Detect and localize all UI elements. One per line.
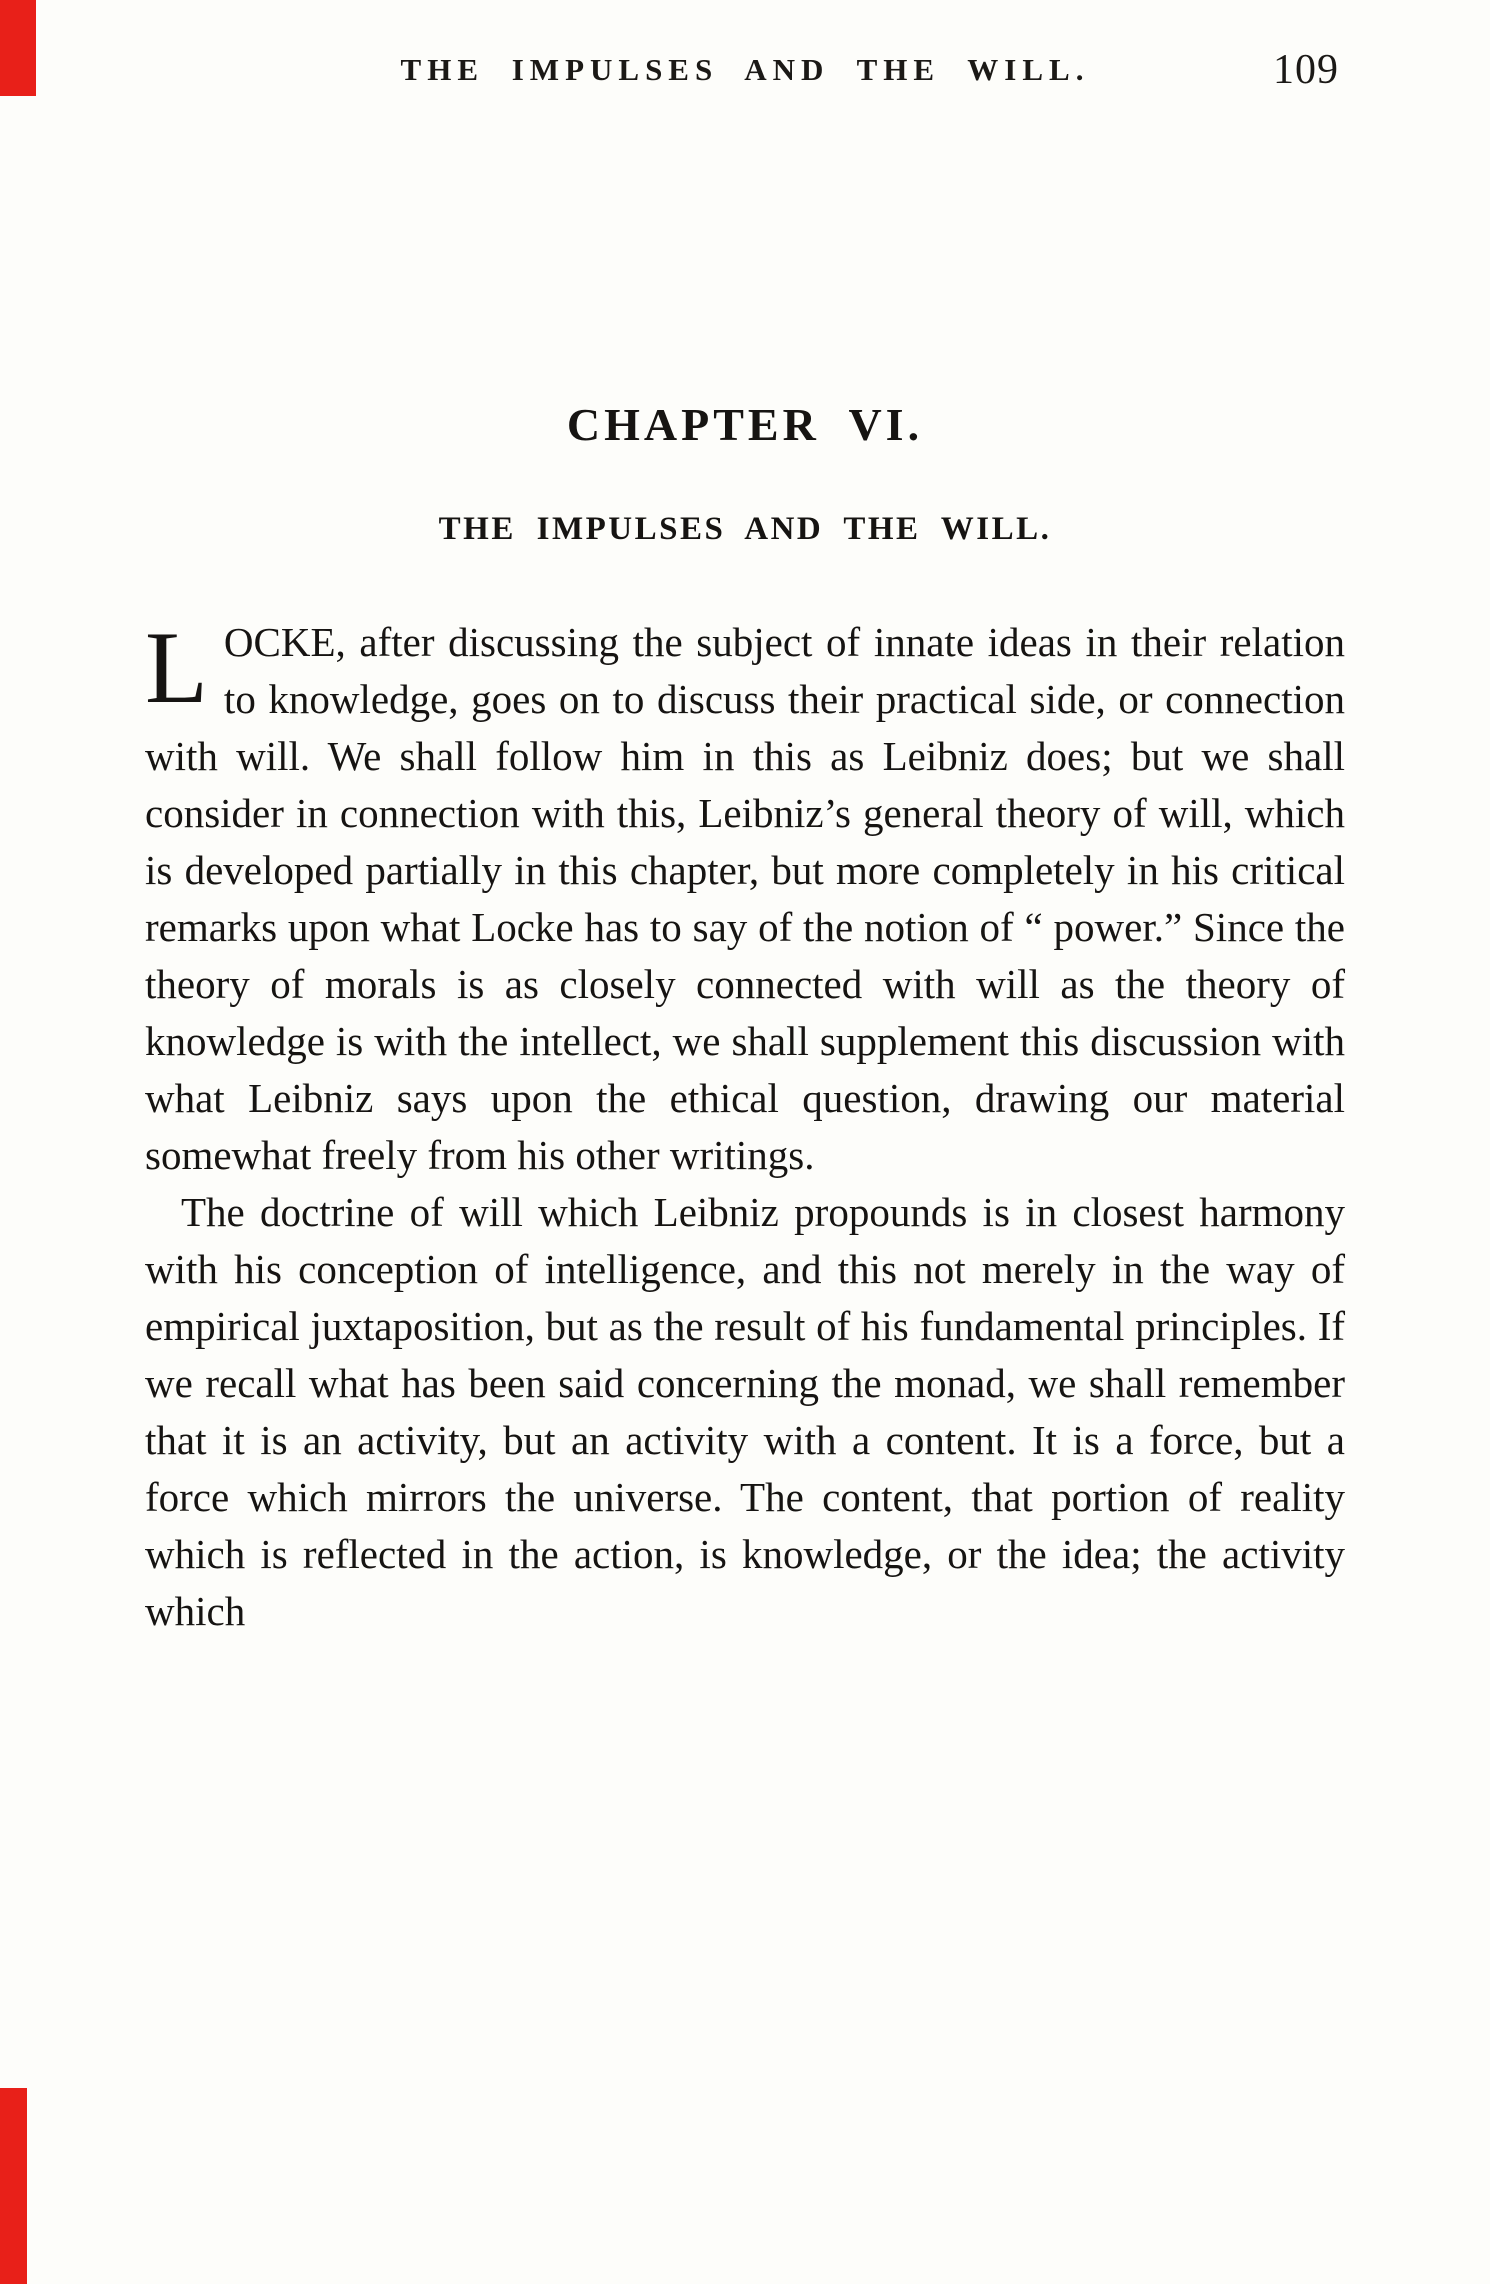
body-text (145, 611, 1345, 1640)
paragraph-first-text: OCKE, after discussing the subject of innate ideas in their relation to knowledge, goes on to discuss their practical side, or connection with will. We shall follow him in this as Leibniz does; but we shall consider in connection with this, Leibniz’s general theory of will, which is developed partially in this chapter, but more completely in his critical remarks upon what Locke has to say of the notion of “ power.” Since the theory of morals is as closely connected with will as the theory of knowledge is with the intellect, we shall supplement this discussion with what Leibniz says upon the ethical question, drawing our material somewhat freely from his other writings. (145, 619, 1345, 1178)
scan-edge-artifact-bottom (0, 2088, 27, 2284)
text-block (145, 398, 1345, 1640)
page-number: 109 (1273, 47, 1339, 93)
running-header (145, 47, 1345, 102)
running-title: THE IMPULSES AND THE WILL. (400, 52, 1090, 87)
paragraph-first (145, 611, 1345, 1184)
chapter-heading: CHAPTER VI. (566, 399, 924, 450)
dropcap-letter: L (145, 611, 208, 725)
scan-edge-artifact-top (0, 0, 36, 96)
paragraph-second: The doctrine of will which Leibniz propounds is in closest harmony with his conception of intelligence, and this not merely in the way of empirical juxtaposition, but as the result of his fundamental principles. If we recall what has been said concerning the monad, we shall remember that it is an activity, but an activity with a content. It is a force, but a force which mirrors the universe. The content, that portion of reality which is reflected in the action, is knowledge, or the idea; the activity which (145, 1189, 1345, 1634)
chapter-subtitle: THE IMPULSES AND THE WILL. (438, 511, 1052, 547)
